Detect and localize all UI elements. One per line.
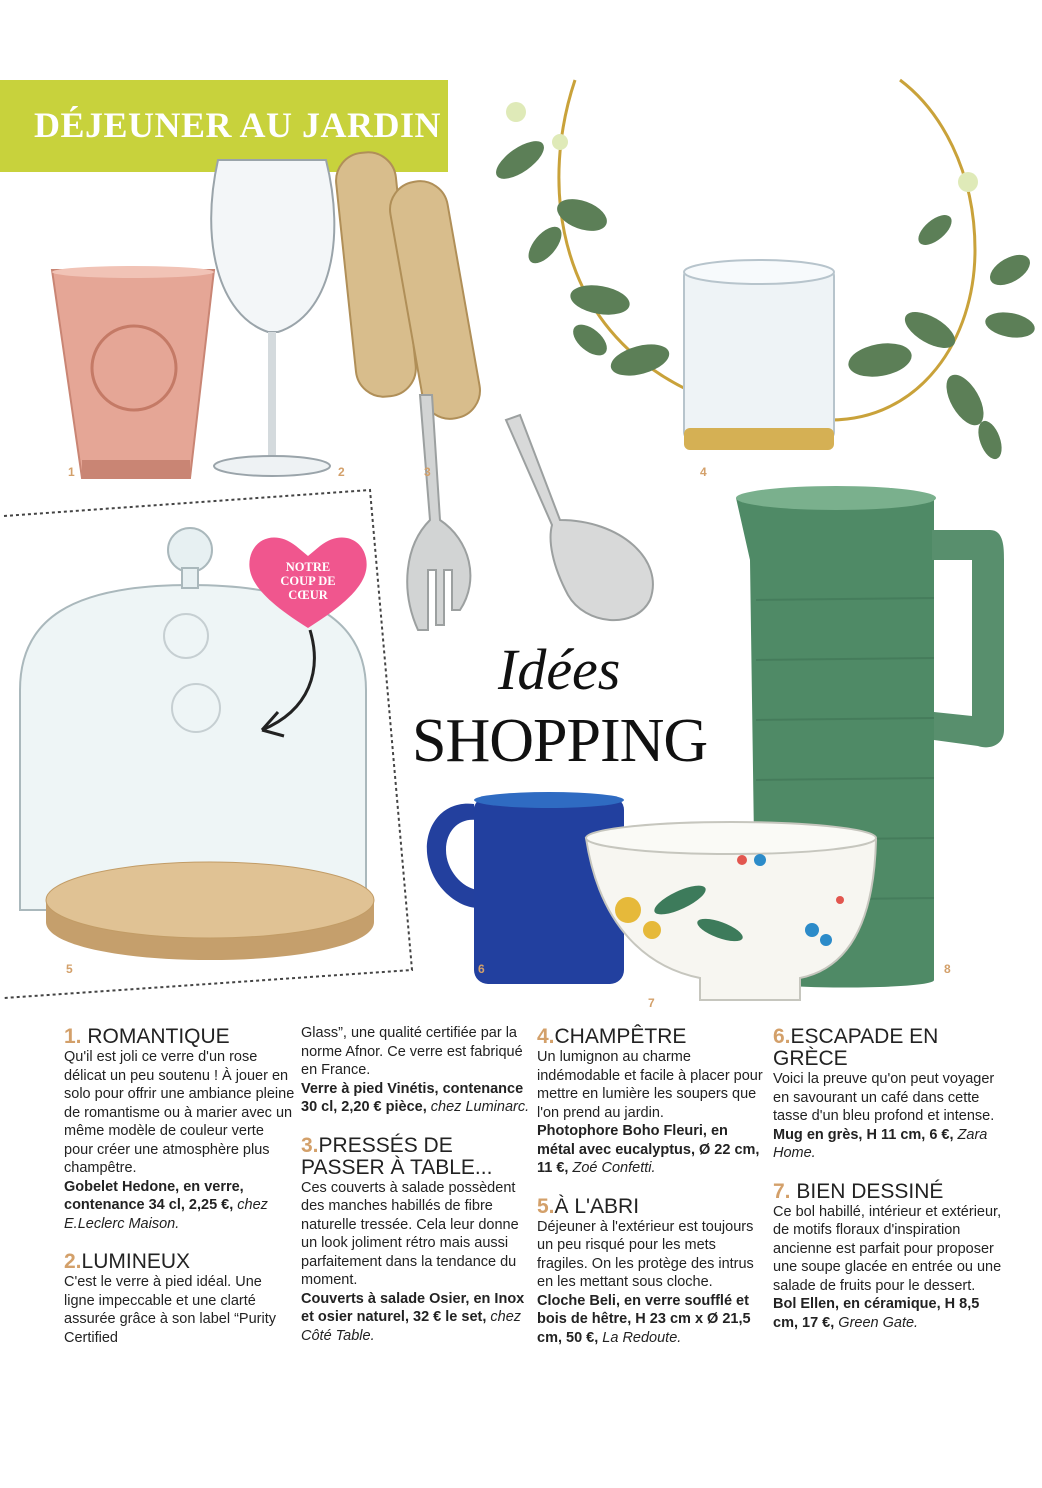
photo-number: 3 bbox=[424, 465, 431, 479]
article-number: 2. bbox=[64, 1250, 82, 1273]
text-column-2 bbox=[301, 1024, 533, 1345]
badge-line: COUP DE bbox=[280, 574, 336, 588]
coup-de-coeur-badge bbox=[258, 560, 358, 602]
photo-number: 2 bbox=[338, 465, 345, 479]
article-title: LUMINEUX bbox=[81, 1250, 191, 1273]
product-details: en verre, contenance 34 cl, 2,25 €, bbox=[64, 1178, 244, 1213]
product-name: Cloche Beli, bbox=[537, 1292, 620, 1309]
product-name: Gobelet Hedone, bbox=[64, 1178, 180, 1195]
article-body: Qu'il est joli ce verre d'un rose délicat un peu soutenu ! À jouer en solo pour offrir une ambiance pleine de romantisme ou à marier avec un même modèle de couleur verte pour créer une atmosphère plus champêtre. bbox=[64, 1049, 295, 1176]
photo-number: 5 bbox=[66, 962, 73, 976]
product-details: en métal avec eucalyptus, Ø 22 cm, 11 €, bbox=[537, 1123, 760, 1176]
product-shop: chez Côté Table. bbox=[301, 1309, 522, 1344]
product-info bbox=[64, 1178, 296, 1234]
product-shop: La Redoute. bbox=[598, 1329, 682, 1346]
product-shop: Zara Home. bbox=[773, 1126, 988, 1161]
product-name: Photophore Boho Fleuri, bbox=[537, 1123, 707, 1139]
article-number: 4. bbox=[537, 1025, 555, 1048]
article-body: Déjeuner à l'extérieur est toujours un peu risqué pour les mets fragiles. On les protège des intrus en les mettant sous cloche. bbox=[537, 1218, 754, 1290]
article-body: Ce bol habillé, intérieur et extérieur, de motifs floraux d'inspiration ancienne est parfait pour proposer une soupe glacée en entrée ou une salade de fruits pour le dessert. bbox=[773, 1203, 1002, 1294]
photo-number: 6 bbox=[478, 962, 485, 976]
article-number: 3. bbox=[301, 1133, 319, 1157]
product-details: en céramique, H 8,5 cm, 17 €, bbox=[773, 1296, 980, 1331]
article-body: C'est le verre à pied idéal. Une ligne impeccable et une clarté assurée grâce à son label “Purity Certified bbox=[64, 1274, 276, 1346]
text-column-3 bbox=[537, 1026, 769, 1347]
blue-mug-image bbox=[427, 792, 624, 984]
product-name: Bol Ellen, bbox=[773, 1296, 840, 1312]
article-heading bbox=[773, 1181, 1005, 1203]
article-number: 6. bbox=[773, 1025, 791, 1048]
article-body: Voici la preuve qu'on peut voyager en savourant un café dans cette tasse d'un bleu profond et intense. bbox=[773, 1071, 995, 1124]
product-info bbox=[301, 1080, 533, 1117]
text-column-4 bbox=[773, 1026, 1005, 1332]
photophore-image bbox=[684, 260, 834, 450]
product-shop: chez Luminarc. bbox=[426, 1099, 530, 1115]
article-number: 7. bbox=[773, 1179, 791, 1203]
article-heading bbox=[773, 1026, 1005, 1070]
article-heading bbox=[301, 1135, 533, 1179]
feature-script-title: Idées bbox=[498, 637, 621, 702]
article-heading bbox=[64, 1251, 296, 1273]
photo-number: 7 bbox=[648, 996, 655, 1010]
product-details: en Inox et osier naturel, 32 € le set, bbox=[301, 1290, 525, 1325]
badge-line: CŒUR bbox=[288, 588, 328, 602]
pink-tumbler-image bbox=[52, 266, 214, 478]
product-name: Verre à pied Vinétis, bbox=[301, 1080, 439, 1097]
article-number: 1. bbox=[64, 1025, 82, 1048]
wine-glass-image bbox=[211, 160, 334, 476]
article-title: ROMANTIQUE bbox=[87, 1025, 230, 1048]
article-number: 5. bbox=[537, 1194, 555, 1218]
article-body: Ces couverts à salade possèdent des manches habillés de fibre naturelle tressée. Cela leur donne un look joliment rétro mais aussi parfaitement dans la tendance du moment. bbox=[301, 1179, 519, 1288]
product-details: en verre soufflé et bois de hêtre, H 23 cm x Ø 21,5 cm, 50 €, bbox=[537, 1292, 751, 1346]
product-shop: chez E.Leclerc Maison. bbox=[64, 1197, 268, 1232]
badge-line: NOTRE bbox=[285, 560, 331, 574]
article-title: À L'ABRI bbox=[554, 1194, 640, 1218]
article-title: CHAMPÊTRE bbox=[554, 1025, 687, 1048]
article-title: ESCAPADE EN GRÈCE bbox=[773, 1025, 939, 1070]
page-title: DÉJEUNER AU JARDIN bbox=[34, 105, 442, 145]
text-column-1 bbox=[64, 1026, 296, 1347]
product-details: contenance 30 cl, 2,20 € pièce, bbox=[301, 1080, 524, 1115]
article-title: BIEN DESSINÉ bbox=[796, 1179, 944, 1203]
feature-title: SHOPPING bbox=[412, 707, 708, 775]
product-info bbox=[537, 1122, 769, 1178]
product-info bbox=[773, 1126, 1005, 1163]
product-name: Couverts à salade Osier, bbox=[301, 1290, 470, 1307]
photo-number: 8 bbox=[944, 962, 951, 976]
article-title: PRESSÉS DE PASSER À TABLE... bbox=[301, 1133, 493, 1179]
product-shop: Zoé Confetti. bbox=[568, 1160, 656, 1176]
product-info bbox=[537, 1292, 769, 1348]
product-info bbox=[301, 1290, 533, 1346]
product-name: Mug en grès, bbox=[773, 1126, 863, 1143]
article-body: Un lumignon au charme indémodable et facile à placer pour mettre en lumière les soupers que l'on prend au jardin. bbox=[537, 1049, 763, 1121]
article-heading bbox=[64, 1026, 296, 1048]
article-heading bbox=[537, 1196, 769, 1218]
product-details: H 11 cm, 6 €, bbox=[862, 1126, 954, 1143]
article-body-continued: Glass”, une qualité certifiée par la norme Afnor. Ce verre est fabriqué en France. bbox=[301, 1025, 523, 1078]
article-heading bbox=[537, 1026, 769, 1048]
product-info bbox=[773, 1295, 1005, 1332]
photo-number: 1 bbox=[68, 465, 75, 479]
product-shop: Green Gate. bbox=[834, 1314, 919, 1331]
photo-number: 4 bbox=[700, 465, 707, 479]
